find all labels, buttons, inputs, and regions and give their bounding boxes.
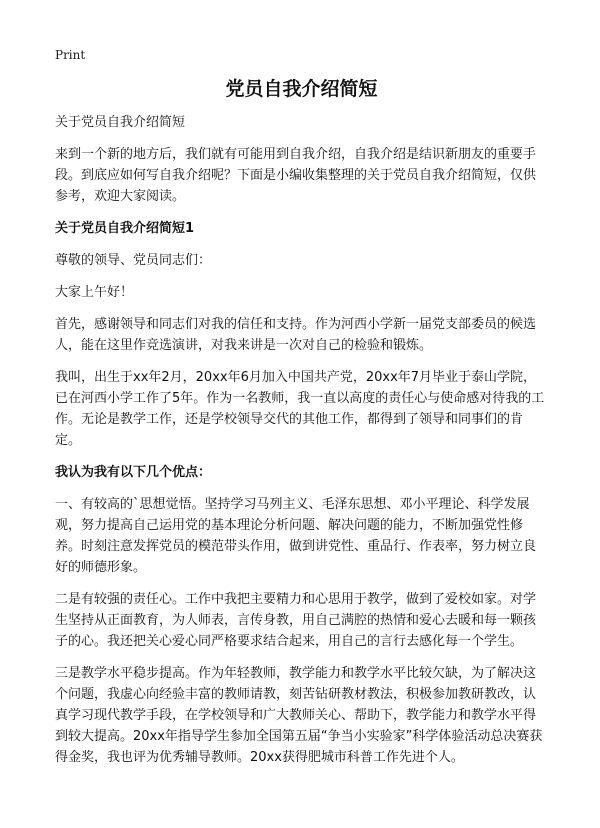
print-link[interactable]: Print [55, 48, 86, 62]
intro-paragraph: 来到一个新的地方后，我们就有可能用到自我介绍，自我介绍是结识新朋友的重要手段。到底应如何写自我介绍呢？下面是小编收集整理的关于党员自我介绍简短，仅供参考，欢迎大家阅读。 [55, 147, 537, 204]
section-heading: 关于党员自我介绍简短1 [55, 221, 195, 236]
subtitle-paragraph: 关于党员自我介绍简短 [55, 115, 186, 130]
body-paragraph: 一、有较高的`思想觉悟。坚持学习马列主义、毛泽东思想、邓小平理论、科学发展观，努力提高自己运用党的基本理论分析问题、解决问题的能力，不断加强党性修养。时刻注意发挥党员的模范带头作用，做到讲党性、重品行、作表率，努力树立良好的师德形象。 [55, 497, 537, 575]
body-paragraph: 首先，感谢领导和同志们对我的信任和支持。作为河西小学新一届党支部委员的候选人，能在这里作竞选演讲，对我来讲是一次对自己的检验和锻炼。 [55, 317, 537, 353]
greeting-paragraph: 大家上午好！ [55, 285, 134, 300]
body-paragraph: 三是教学水平稳步提高。作为年轻教师，教学能力和教学水平比较欠缺，为了解决这个问题，我虚心向经验丰富的教师请教，刻苦钻研教材教法，积极参加教研教改，认真学习现代教学手段，在学校领导和广大教师关心、帮助下，教学能力和教学水平得到较大提高。20xx年指导学生参加全国第五届“争当小实验家”科学体验活动总决赛获得金奖，我也评为优秀辅导教师。20xx获得肥城市科普工作先进个人。 [55, 666, 543, 765]
greeting-paragraph: 尊敬的领导、党员同志们： [55, 253, 212, 268]
section-heading: 我认为我有以下几个优点： [55, 465, 212, 480]
body-paragraph: 二是有较强的责任心。工作中我把主要精力和心思用于教学，做到了爱校如家。对学生坚持从正面教育，为人师表，言传身教，用自己满腔的热情和爱心去暖和每一颗孩子的心。我还把关心爱心同严格要求结合起来，用自己的言行去感化每一个学生。 [55, 592, 537, 649]
body-paragraph: 我叫，出生于xx年2月，20xx年6月加入中国共产党，20xx年7月毕业于泰山学院，已在河西小学工作了5年。作为一名教师，我一直以高度的责任心与使命感对待我的工作。无论是教学工作，还是学校领导交代的其他工作，都得到了领导和同事们的肯定。 [55, 370, 545, 448]
page-title: 党员自我介绍简短 [225, 78, 378, 100]
